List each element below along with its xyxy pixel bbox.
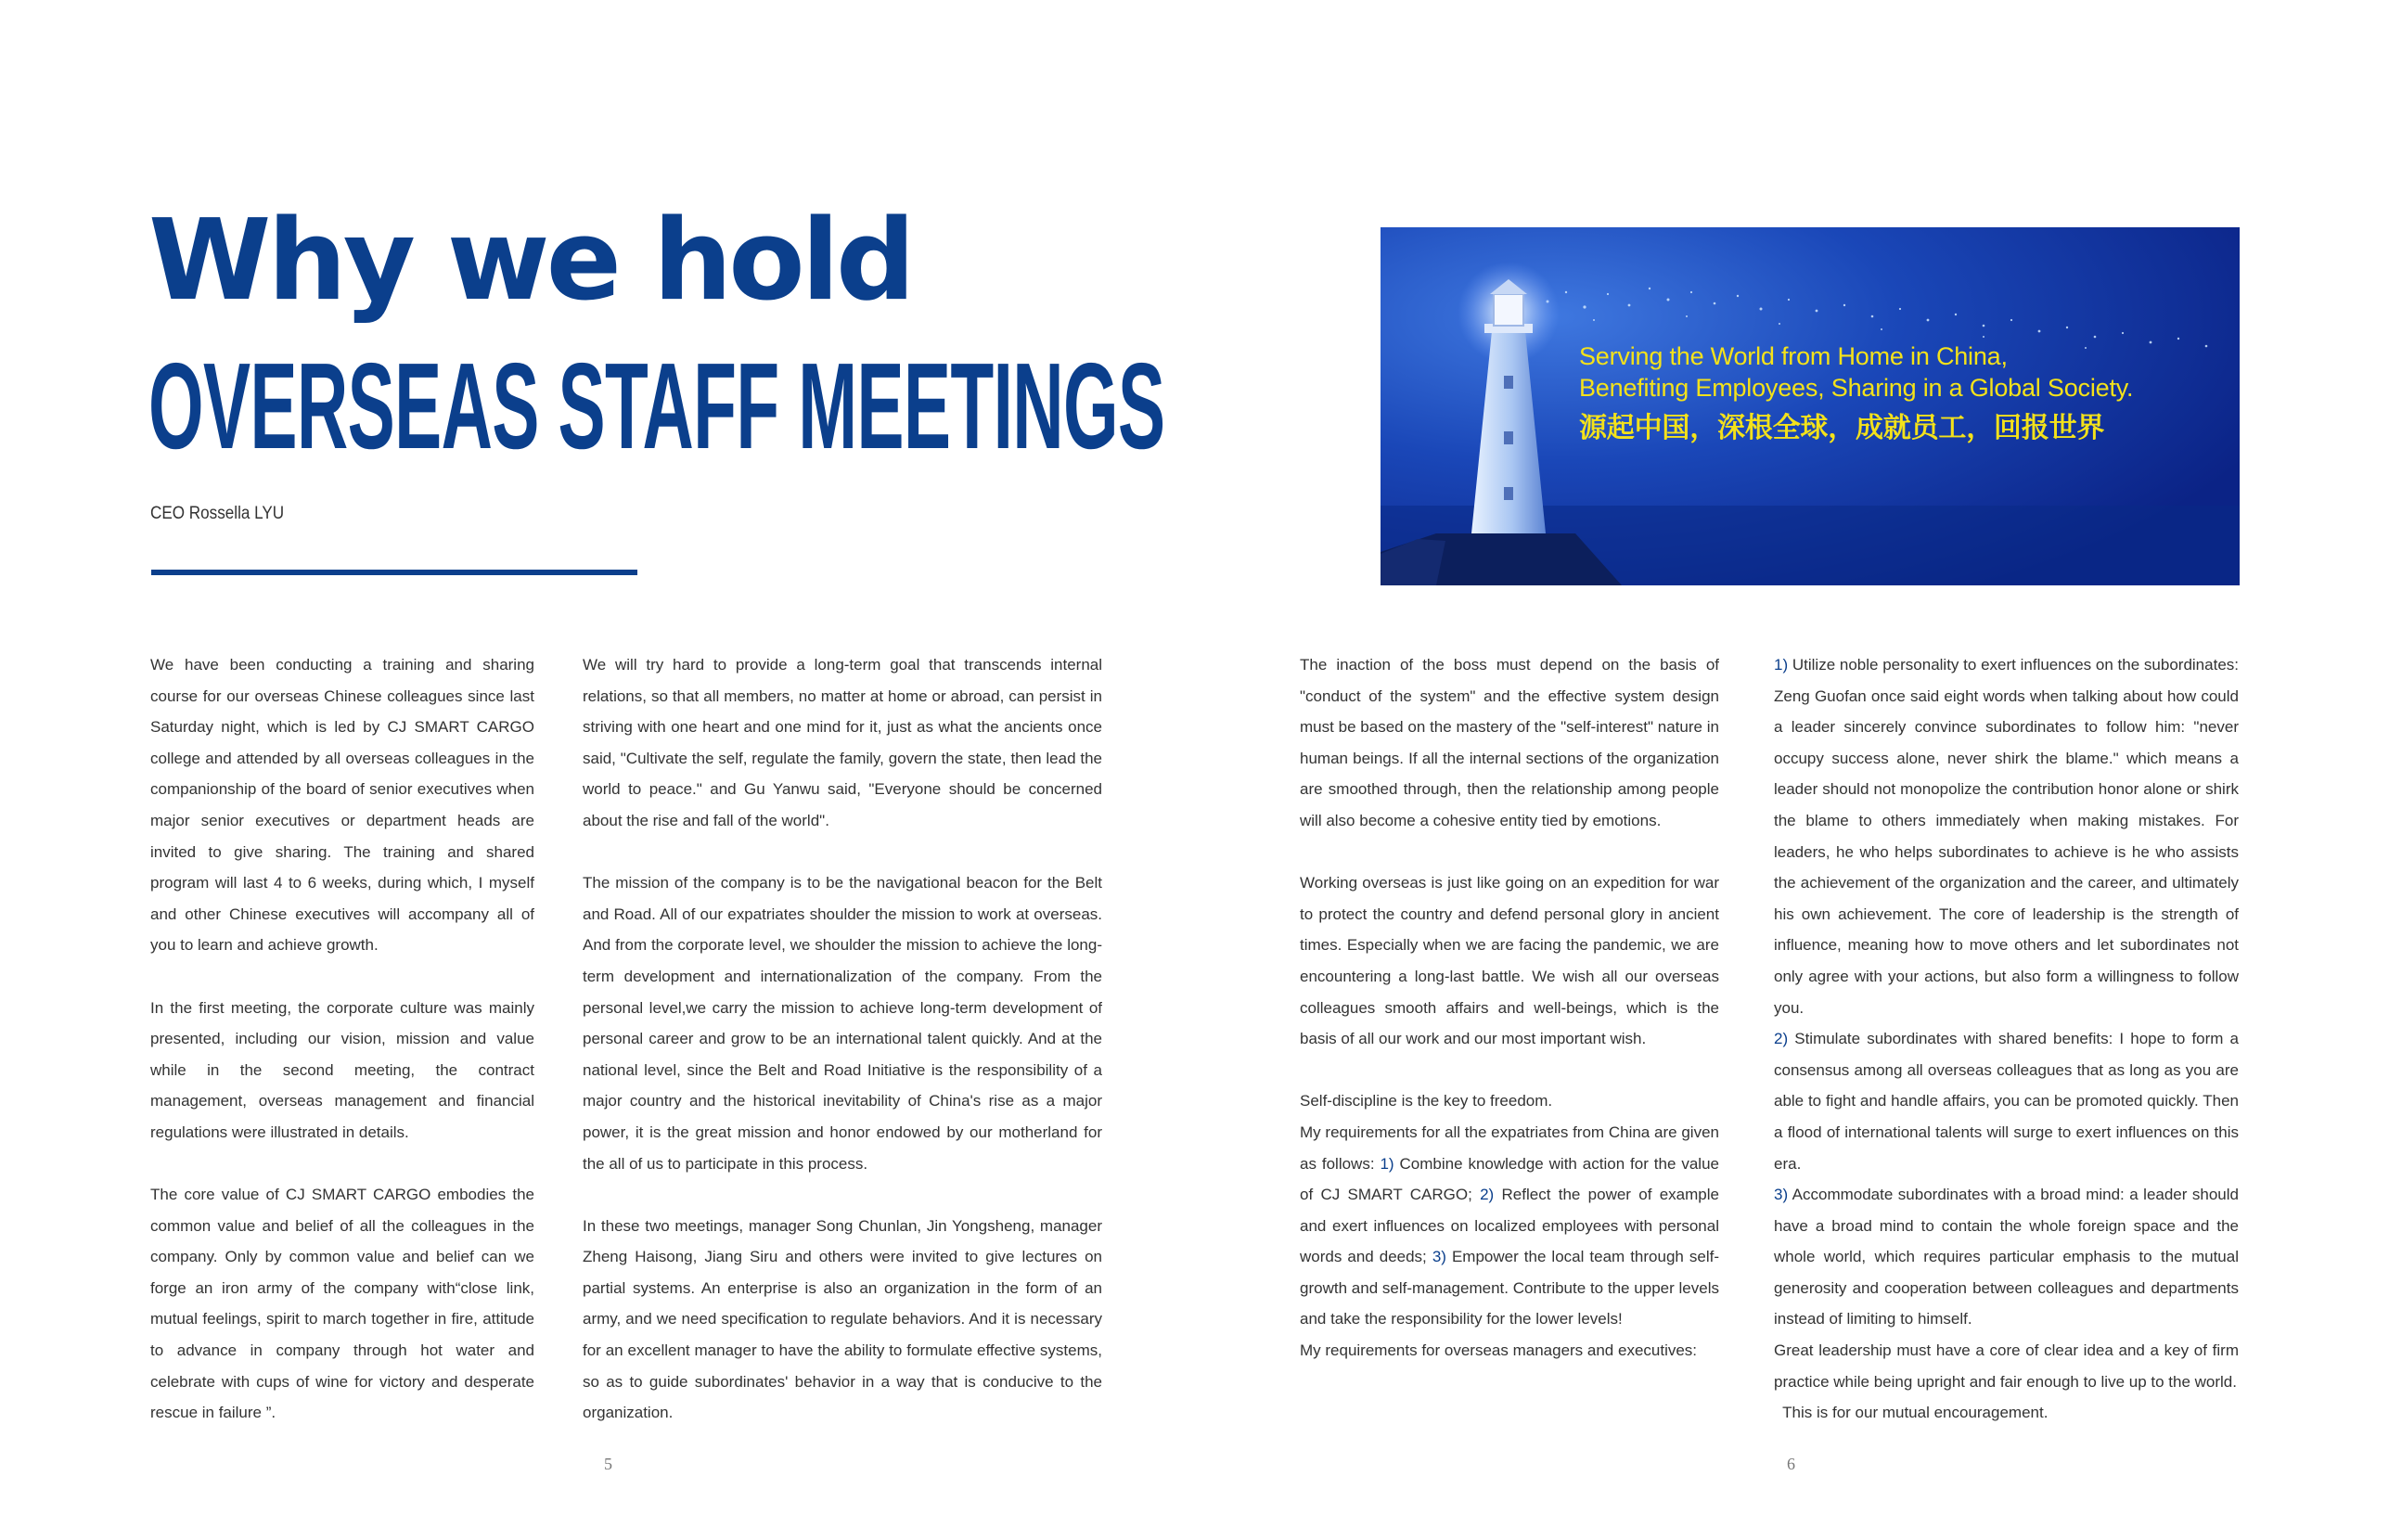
list-item-text: Utilize noble personality to exert influences on the subordinates: Zeng Guofan once said eight words when talking about how could a leader sincerely convince subordinates to follow him: "never occupy success alone, never shirk the blame." which means a leader should not monopolize the contribution honor alone or shirk the blame to others immediately when making mistakes. For leaders, he who helps subordinates to achieve is he who assists the achievement of the organization and the career, and ultimately his own achievement. The core of leadership is the strength of influence, meaning how to move others and let subordinates not only agree with your actions, but also form a willingness to follow you.	[1774, 656, 2239, 1017]
list-item	[1774, 1023, 2239, 1179]
paragraph: Great leadership must have a core of clear idea and a key of firm practice while being upright and fair enough to live up to the world.	[1774, 1341, 2239, 1391]
author-byline: CEO Rossella LYU	[150, 504, 285, 523]
page-number-left: 5	[604, 1455, 612, 1473]
requirement-text: Combine knowledge with action for the value of CJ SMART CARGO;	[1300, 1154, 1719, 1204]
banner-slogan-line-2: Benefiting Employees, Sharing in a Global Society.	[1579, 374, 2134, 402]
paragraph: We have been conducting a training and sharing course for our overseas Chinese colleagues since last Saturday night, which is led by CJ SMART CARGO college and attended by all overseas colleagues in the companionship of the board of senior executives when major senior executives or department heads are invited to give sharing. The training and shared program will last 4 to 6 weeks, during which, I myself and other Chinese executives will accompany all of you to learn and achieve growth.	[150, 656, 534, 955]
paragraph: In the first meeting, the corporate culture was mainly presented, including our vision, mission and value while in the second meeting, the contract management, overseas management and financial regulations were illustrated in details.	[150, 998, 534, 1141]
title-line-1: Why we hold	[148, 197, 912, 326]
paragraph: My requirements for overseas managers and executives:	[1300, 1341, 1698, 1360]
paragraph: The core value of CJ SMART CARGO embodies the common value and belief of all the colleagues in the company. Only by common value and belief can we forge an iron army of the company with“close link, mutual feelings, spirit to march together in fire, attitude to advance in company through hot water and celebrate with cups of wine for victory and desperate rescue in failure ”.	[150, 1186, 534, 1422]
expatriate-requirements	[1300, 1117, 1719, 1335]
paragraph: In these two meetings, manager Song Chunlan, Jin Yongsheng, manager Zheng Haisong, Jiang Siru and others were invited to give lectures on partial systems. An enterprise is also an organization in the form of an army, and we need specification to regulate behaviors. And it is necessary for an excellent manager to have the ability to formulate effective systems, so as to guide subordinates' behavior in a way that is conducive to the organization.	[583, 1216, 1102, 1422]
lighthouse-illustration	[1381, 227, 2240, 585]
paragraph: The mission of the company is to be the navigational beacon for the Belt and Road. All of our expatriates shoulder the mission to work at overseas. And from the corporate level, we shoulder the mission to achieve the long-term development and internationalization of the company. From the personal level,we carry the mission to achieve long-term development of personal career and grow to be an international talent quickly. And at the national level, since the Belt and Road Initiative is the responsibility of a major country and the historical inevitability of China's rise as a major power, it is the great mission and honor endowed by our motherland for the all of us to participate in this process.	[583, 874, 1102, 1173]
paragraph: The inaction of the boss must depend on the basis of "conduct of the system" and the effective system design must be based on the mastery of the "self-interest" nature in human beings. If all the internal sections of the organization are smoothed through, then the relationship among people will also become a cohesive entity tied by emotions.	[1300, 656, 1719, 829]
lighthouse-banner	[1381, 227, 2240, 585]
requirements-intro: My requirements for all the expatriates from China are given as follows:	[1300, 1123, 1719, 1173]
paragraph: This is for our mutual encouragement.	[1774, 1404, 2049, 1422]
list-number: 1)	[1774, 656, 1789, 674]
requirement-text: Reflect the power of example and exert influences on localized employees with personal words and deeds;	[1300, 1186, 1719, 1266]
list-number: 2)	[1774, 1030, 1789, 1048]
paragraph: Working overseas is just like going on an expedition for war to protect the country and defend personal glory in ancient times. Especially when we are facing the pandemic, we are encountering a long-last battle. We wish all our overseas colleagues smooth affairs and well-beings, which is the basis of all our work and our most important wish.	[1300, 874, 1719, 1048]
list-item	[1774, 649, 2239, 1023]
list-item-text: Stimulate subordinates with shared benefits: I hope to form a consensus among all overseas colleagues that as long as you are able to fight and handle affairs, you can be promoted quickly. Then a flood of international talents will surge to exert influences on this era.	[1774, 1030, 2239, 1173]
list-number: 3)	[1432, 1248, 1446, 1266]
list-item	[1774, 1179, 2239, 1335]
list-item-text: Accommodate subordinates with a broad mind: a leader should have a broad mind to contain the whole foreign space and the whole world, which requires particular emphasis to the mutual generosity and cooperation between colleagues and departments instead of limiting to himself.	[1774, 1186, 2239, 1328]
title-line-2: OVERSEAS STAFF MEETINGS	[148, 338, 1165, 474]
list-number: 3)	[1774, 1186, 1789, 1204]
requirement-text: Empower the local team through self-growth and self-management. Contribute to the upper levels and take the responsibility for the lower levels!	[1300, 1248, 1720, 1328]
list-number: 2)	[1480, 1186, 1495, 1204]
title-divider	[151, 570, 637, 575]
text-column-3	[1300, 649, 1719, 1367]
paragraph: Self-discipline is the key to freedom.	[1300, 1092, 1553, 1110]
banner-slogan-chinese: 源起中国，深根全球，成就员工，回报世界	[1579, 412, 2105, 444]
paragraph: We will try hard to provide a long-term goal that transcends internal relations, so that all members, no matter at home or abroad, can persist in striving with one heart and one mind for it, just as what the ancients once said, "Cultivate the self, regulate the family, govern the state, then lead the world to peace." and Gu Yanwu said, "Everyone should be concerned about the rise and fall of the world".	[583, 656, 1102, 829]
page-number-right: 6	[1787, 1455, 1795, 1473]
text-column-4	[1774, 649, 2239, 1429]
list-number: 1)	[1380, 1154, 1394, 1173]
banner-slogan-line-1: Serving the World from Home in China,	[1579, 342, 2008, 370]
text-column-2	[583, 649, 1102, 1459]
text-column-1	[150, 649, 534, 1459]
